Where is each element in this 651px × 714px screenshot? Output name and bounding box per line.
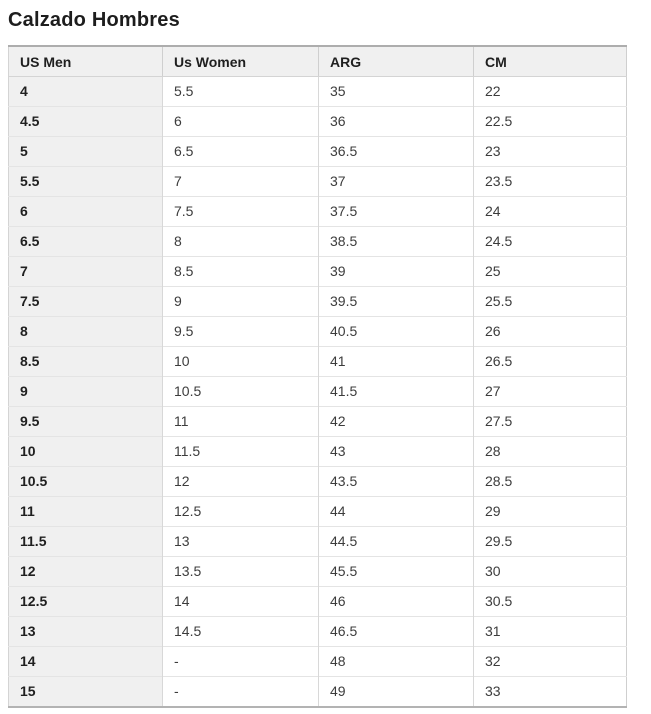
table-row xyxy=(9,197,627,227)
size-value-cell: 29 xyxy=(474,497,627,527)
column-header: CM xyxy=(474,46,627,77)
size-value-cell: 24.5 xyxy=(474,227,627,257)
table-row xyxy=(9,617,627,647)
size-value-cell: 9.5 xyxy=(163,317,319,347)
table-row xyxy=(9,497,627,527)
size-value-cell: 38.5 xyxy=(319,227,474,257)
size-value-cell: 43 xyxy=(319,437,474,467)
size-value-cell: 35 xyxy=(319,77,474,107)
table-row xyxy=(9,437,627,467)
table-row xyxy=(9,347,627,377)
table-row xyxy=(9,407,627,437)
size-value-cell: 9 xyxy=(163,287,319,317)
table-row xyxy=(9,257,627,287)
table-row xyxy=(9,677,627,708)
size-value-cell: 36 xyxy=(319,107,474,137)
size-value-cell: 8 xyxy=(163,227,319,257)
size-value-cell: - xyxy=(163,647,319,677)
table-row xyxy=(9,587,627,617)
size-value-cell: 11 xyxy=(163,407,319,437)
size-value-cell: 10.5 xyxy=(163,377,319,407)
size-value-cell: 44 xyxy=(319,497,474,527)
size-value-cell: 27.5 xyxy=(474,407,627,437)
size-value-cell: 28.5 xyxy=(474,467,627,497)
size-value-cell: 13 xyxy=(163,527,319,557)
size-value-cell: 6.5 xyxy=(163,137,319,167)
size-value-cell: 49 xyxy=(319,677,474,708)
size-value-cell: 39.5 xyxy=(319,287,474,317)
size-value-cell: 22 xyxy=(474,77,627,107)
us-men-size-cell: 9.5 xyxy=(9,407,163,437)
us-men-size-cell: 4.5 xyxy=(9,107,163,137)
us-men-size-cell: 12.5 xyxy=(9,587,163,617)
us-men-size-cell: 7.5 xyxy=(9,287,163,317)
us-men-size-cell: 5 xyxy=(9,137,163,167)
us-men-size-cell: 5.5 xyxy=(9,167,163,197)
size-value-cell: 27 xyxy=(474,377,627,407)
size-value-cell: 48 xyxy=(319,647,474,677)
table-row xyxy=(9,227,627,257)
us-men-size-cell: 12 xyxy=(9,557,163,587)
size-value-cell: 46 xyxy=(319,587,474,617)
us-men-size-cell: 10.5 xyxy=(9,467,163,497)
size-value-cell: 14.5 xyxy=(163,617,319,647)
table-row xyxy=(9,527,627,557)
size-value-cell: 41 xyxy=(319,347,474,377)
us-men-size-cell: 10 xyxy=(9,437,163,467)
size-value-cell: 31 xyxy=(474,617,627,647)
table-row xyxy=(9,137,627,167)
size-value-cell: 37 xyxy=(319,167,474,197)
size-value-cell: 23.5 xyxy=(474,167,627,197)
size-value-cell: 44.5 xyxy=(319,527,474,557)
table-row xyxy=(9,77,627,107)
table-row xyxy=(9,377,627,407)
us-men-size-cell: 13 xyxy=(9,617,163,647)
size-value-cell: 29.5 xyxy=(474,527,627,557)
size-value-cell: 25.5 xyxy=(474,287,627,317)
size-value-cell: 8.5 xyxy=(163,257,319,287)
table-row xyxy=(9,317,627,347)
size-value-cell: 40.5 xyxy=(319,317,474,347)
size-value-cell: 45.5 xyxy=(319,557,474,587)
size-value-cell: 46.5 xyxy=(319,617,474,647)
size-value-cell: 12.5 xyxy=(163,497,319,527)
page-title: Calzado Hombres xyxy=(8,9,180,31)
size-value-cell: 10 xyxy=(163,347,319,377)
table-row xyxy=(9,287,627,317)
size-value-cell: 5.5 xyxy=(163,77,319,107)
size-value-cell: 24 xyxy=(474,197,627,227)
size-value-cell: 12 xyxy=(163,467,319,497)
table-row xyxy=(9,647,627,677)
size-value-cell: 43.5 xyxy=(319,467,474,497)
column-header: Us Women xyxy=(163,46,319,77)
column-header: US Men xyxy=(9,46,163,77)
size-value-cell: 36.5 xyxy=(319,137,474,167)
size-value-cell: 26.5 xyxy=(474,347,627,377)
size-value-cell: 30 xyxy=(474,557,627,587)
us-men-size-cell: 11.5 xyxy=(9,527,163,557)
size-value-cell: 23 xyxy=(474,137,627,167)
size-value-cell: 28 xyxy=(474,437,627,467)
size-value-cell: 39 xyxy=(319,257,474,287)
us-men-size-cell: 7 xyxy=(9,257,163,287)
us-men-size-cell: 8.5 xyxy=(9,347,163,377)
size-value-cell: 41.5 xyxy=(319,377,474,407)
size-value-cell: 30.5 xyxy=(474,587,627,617)
table-row xyxy=(9,467,627,497)
size-value-cell: 7.5 xyxy=(163,197,319,227)
us-men-size-cell: 4 xyxy=(9,77,163,107)
us-men-size-cell: 6.5 xyxy=(9,227,163,257)
size-value-cell: 25 xyxy=(474,257,627,287)
table-header-row xyxy=(9,46,627,77)
us-men-size-cell: 14 xyxy=(9,647,163,677)
size-value-cell: 42 xyxy=(319,407,474,437)
size-value-cell: 37.5 xyxy=(319,197,474,227)
table-row xyxy=(9,107,627,137)
size-value-cell: 32 xyxy=(474,647,627,677)
size-value-cell: 33 xyxy=(474,677,627,708)
us-men-size-cell: 11 xyxy=(9,497,163,527)
size-conversion-table xyxy=(8,45,627,708)
table-row xyxy=(9,557,627,587)
us-men-size-cell: 15 xyxy=(9,677,163,708)
size-value-cell: - xyxy=(163,677,319,708)
size-value-cell: 6 xyxy=(163,107,319,137)
size-value-cell: 14 xyxy=(163,587,319,617)
size-value-cell: 7 xyxy=(163,167,319,197)
table-row xyxy=(9,167,627,197)
size-value-cell: 11.5 xyxy=(163,437,319,467)
size-value-cell: 13.5 xyxy=(163,557,319,587)
size-value-cell: 22.5 xyxy=(474,107,627,137)
us-men-size-cell: 9 xyxy=(9,377,163,407)
size-value-cell: 26 xyxy=(474,317,627,347)
column-header: ARG xyxy=(319,46,474,77)
us-men-size-cell: 8 xyxy=(9,317,163,347)
us-men-size-cell: 6 xyxy=(9,197,163,227)
